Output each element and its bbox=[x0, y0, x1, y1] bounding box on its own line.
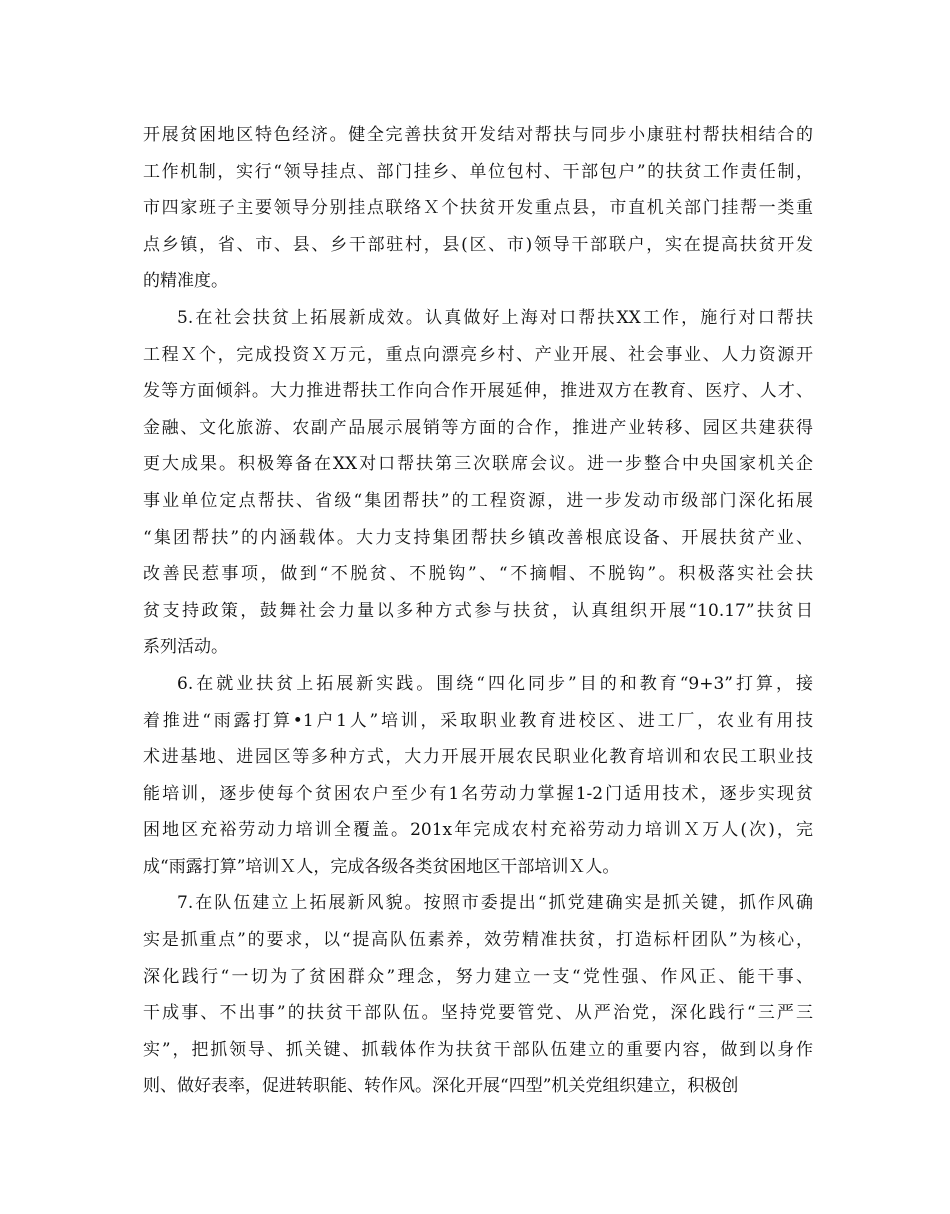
text-line: 6.在就业扶贫上拓展新实践。围绕“四化同步”目的和教育“9+3”打算，接 bbox=[177, 673, 813, 694]
paragraph bbox=[143, 300, 813, 666]
paragraph bbox=[143, 117, 813, 300]
text-line: 能培训，逐步使每个贫困农户至少有1名劳动力掌握1-2门适用技术，逐步实现贫 bbox=[143, 783, 813, 804]
text-line: 金融、文化旅游、农副产品展示展销等方面的合作，推进产业转移、园区共建获得 bbox=[143, 417, 813, 438]
text-line: 的精准度。 bbox=[143, 271, 228, 292]
paragraph bbox=[143, 666, 813, 886]
text-line: 术进基地、进园区等多种方式，大力开展开展农民职业化教育培训和农民工职业技 bbox=[143, 747, 813, 768]
text-line: 5.在社会扶贫上拓展新成效。认真做好上海对口帮扶XX工作，施行对口帮扶 bbox=[177, 307, 813, 328]
text-line: 发等方面倾斜。大力推进帮扶工作向合作开展延伸，推进双方在教育、医疗、人才、 bbox=[143, 381, 813, 402]
text-line: 改善民惹事项，做到“不脱贫、不脱钩”、“不摘帽、不脱钩”。积极落实社会扶 bbox=[143, 564, 813, 585]
text-line: 深化践行“一切为了贫困群众”理念，努力建立一支“党性强、作风正、能干事、 bbox=[143, 966, 813, 987]
text-line: 市四家班子主要领导分别挂点联络Ｘ个扶贫开发重点县，市直机关部门挂帮一类重 bbox=[143, 198, 813, 219]
text-line: 系列活动。 bbox=[143, 637, 228, 658]
text-line: 干成事、不出事”的扶贫干部队伍。坚持党要管党、从严治党，深化践行“三严三 bbox=[143, 1003, 813, 1024]
text-line: 工程Ｘ个，完成投资Ｘ万元，重点向漂亮乡村、产业开展、社会事业、人力资源开 bbox=[143, 344, 813, 365]
paragraph bbox=[143, 885, 813, 1105]
text-line: 工作机制，实行“领导挂点、部门挂乡、单位包村、干部包户”的扶贫工作责任制， bbox=[143, 161, 813, 182]
document-body bbox=[143, 117, 813, 1105]
text-line: 更大成果。积极筹备在XX对口帮扶第三次联席会议。进一步整合中央国家机关企 bbox=[143, 454, 813, 475]
text-line: 事业单位定点帮扶、省级“集团帮扶”的工程资源，进一步发动市级部门深化拓展 bbox=[143, 490, 813, 511]
text-line: 实”，把抓领导、抓关键、抓载体作为扶贫干部队伍建立的重要内容，做到以身作 bbox=[143, 1039, 813, 1060]
text-line: 则、做好表率，促进转职能、转作风。深化开展“四型”机关党组织建立，积极创 bbox=[143, 1076, 739, 1097]
text-line: 着推进“雨露打算•1户1人”培训，采取职业教育进校区、进工厂，农业有用技 bbox=[143, 710, 813, 731]
text-line: 开展贫困地区特色经济。健全完善扶贫开发结对帮扶与同步小康驻村帮扶相结合的 bbox=[143, 125, 813, 145]
text-line: “集团帮扶”的内涵载体。大力支持集团帮扶乡镇改善根底设备、开展扶贫产业、 bbox=[143, 527, 813, 548]
text-line: 实是抓重点”的要求，以“提高队伍素养，效劳精准扶贫，打造标杆团队”为核心， bbox=[143, 930, 813, 951]
text-line: 点乡镇，省、市、县、乡干部驻村，县(区、市)领导干部联户，实在提高扶贫开发 bbox=[143, 234, 813, 255]
text-line: 贫支持政策，鼓舞社会力量以多种方式参与扶贫，认真组织开展“10.17”扶贫日 bbox=[143, 600, 813, 621]
text-line: 成“雨露打算”培训Ｘ人，完成各级各类贫困地区干部培训Ｘ人。 bbox=[143, 856, 620, 877]
text-line: 困地区充裕劳动力培训全覆盖。201x年完成农村充裕劳动力培训Ｘ万人(次)，完 bbox=[143, 820, 813, 841]
text-line: 7.在队伍建立上拓展新风貌。按照市委提出“抓党建确实是抓关键，抓作风确 bbox=[177, 893, 813, 914]
